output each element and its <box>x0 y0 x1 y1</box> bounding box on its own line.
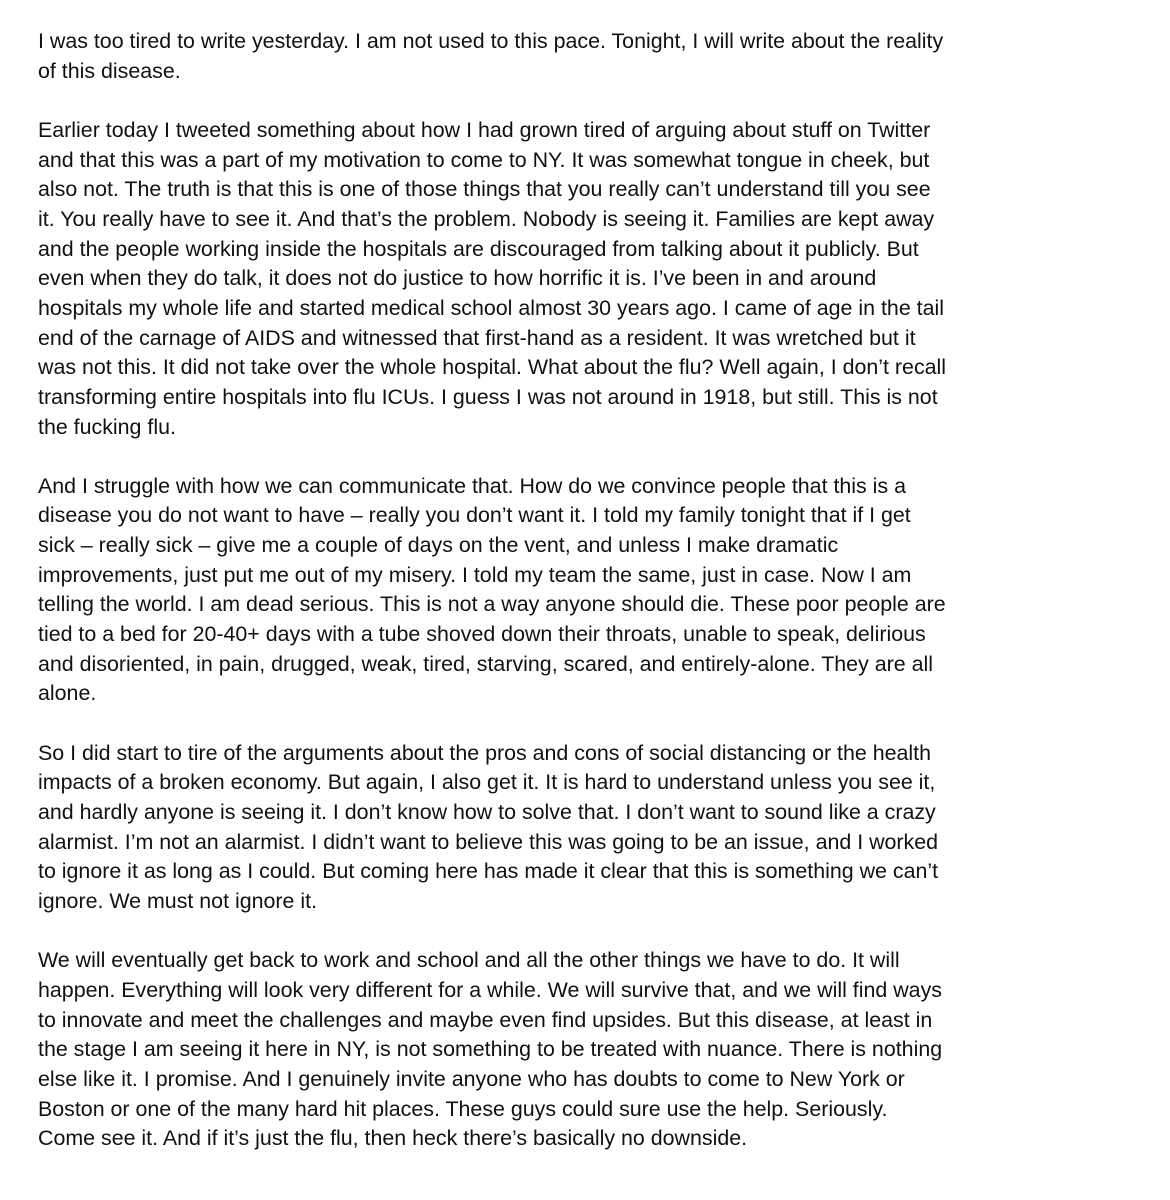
paragraph-4 <box>38 739 1148 917</box>
text-line: transforming entire hospitals into flu ICUs. I guess I was not around in 1918, but still. This is not <box>38 384 938 409</box>
text-line: and that this was a part of my motivation to come to NY. It was somewhat tongue in cheek, but <box>38 147 930 172</box>
text-line: Come see it. And if it’s just the flu, then heck there’s basically no downside. <box>38 1126 748 1151</box>
paragraph-5 <box>38 946 1148 1154</box>
paragraph-1 <box>38 27 1148 86</box>
text-line: of this disease. <box>38 58 181 83</box>
text-line: impacts of a broken economy. But again, I also get it. It is hard to understand unless you see it, <box>38 770 936 795</box>
text-line: to innovate and meet the challenges and maybe even find upsides. But this disease, at least in <box>38 1007 933 1032</box>
text-line: tied to a bed for 20-40+ days with a tube shoved down their throats, unable to speak, delirious <box>38 622 926 647</box>
text-line: We will eventually get back to work and school and all the other things we have to do. It will <box>38 948 900 973</box>
text-line: hospitals my whole life and started medical school almost 30 years ago. I came of age in the tail <box>38 295 945 320</box>
text-line: happen. Everything will look very different for a while. We will survive that, and we will find ways <box>38 977 942 1002</box>
text-line: and hardly anyone is seeing it. I don’t know how to solve that. I don’t want to sound like a crazy <box>38 800 936 825</box>
text-line: else like it. I promise. And I genuinely invite anyone who has doubts to come to New York or <box>38 1066 905 1091</box>
text-line: I was too tired to write yesterday. I am not used to this pace. Tonight, I will write about the reality <box>38 29 944 53</box>
text-line: disease you do not want to have – really you don’t want it. I told my family tonight that if I get <box>38 503 911 528</box>
text-line: to ignore it as long as I could. But coming here has made it clear that this is something we can’t <box>38 859 939 884</box>
text-line: was not this. It did not take over the whole hospital. What about the flu? Well again, I don’t recall <box>38 355 947 380</box>
paragraph-2 <box>38 116 1148 442</box>
text-line: it. You really have to see it. And that’s the problem. Nobody is seeing it. Families are kept away <box>38 206 935 231</box>
text-line: and disoriented, in pain, drugged, weak, tired, starving, scared, and entirely-alone. They are all <box>38 651 933 676</box>
text-line: telling the world. I am dead serious. This is not a way anyone should die. These poor people are <box>38 592 946 617</box>
text-line: the stage I am seeing it here in NY, is not something to be treated with nuance. There is nothing <box>38 1037 943 1062</box>
text-line: Earlier today I tweeted something about how I had grown tired of arguing about stuff on Twitter <box>38 117 931 142</box>
text-line: and the people working inside the hospitals are discouraged from talking about it publicly. But <box>38 236 919 261</box>
text-line: end of the carnage of AIDS and witnessed that first-hand as a resident. It was wretched but it <box>38 325 916 350</box>
text-line: And I struggle with how we can communicate that. How do we convince people that this is a <box>38 473 906 498</box>
text-line: alarmist. I’m not an alarmist. I didn’t want to believe this was going to be an issue, and I worked <box>38 829 939 854</box>
paragraph-3 <box>38 472 1148 709</box>
text-line: alone. <box>38 681 97 706</box>
text-line: ignore. We must not ignore it. <box>38 888 318 913</box>
text-line: even when they do talk, it does not do justice to how horrific it is. I’ve been in and around <box>38 266 877 291</box>
text-line: improvements, just put me out of my misery. I told my team the same, just in case. Now I am <box>38 562 912 587</box>
text-line: also not. The truth is that this is one of those things that you really can’t understand till you see <box>38 177 931 202</box>
text-line: sick – really sick – give me a couple of days on the vent, and unless I make dramatic <box>38 533 839 558</box>
text-line: So I did start to tire of the arguments about the pros and cons of social distancing or the health <box>38 740 931 765</box>
text-line: the fucking flu. <box>38 414 176 439</box>
text-line: Boston or one of the many hard hit places. These guys could sure use the help. Seriously. <box>38 1096 888 1121</box>
document-body <box>38 27 1148 1184</box>
